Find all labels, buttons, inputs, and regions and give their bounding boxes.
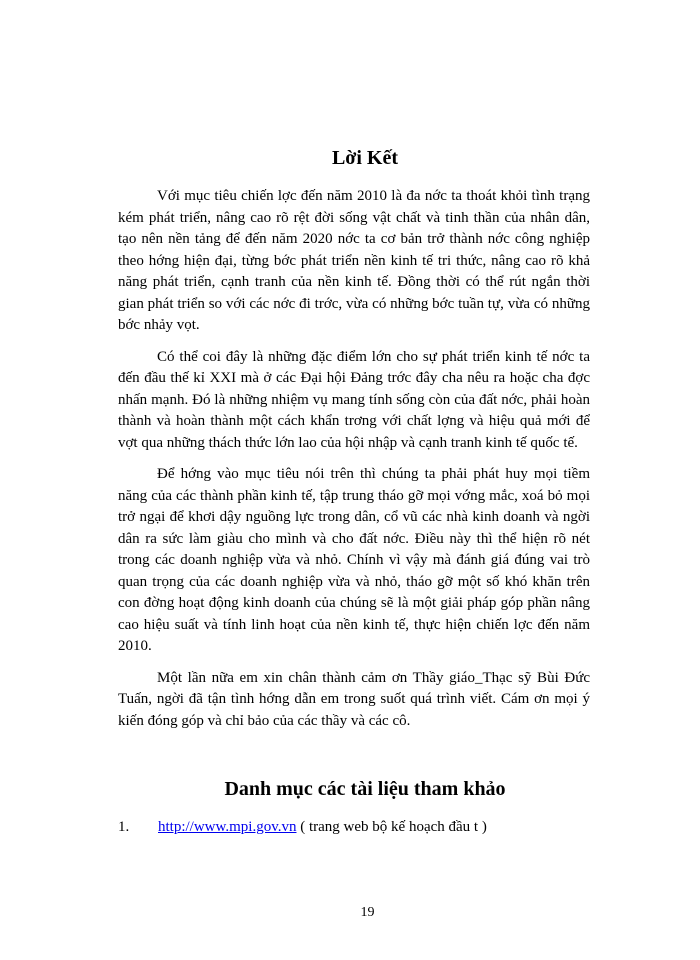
reference-item (118, 817, 487, 838)
paragraph-4: Một lần nữa em xin chân thành cảm ơn Thầy giáo_Thạc sỹ Bùi Đức Tuấn, ngời đã tận tình hớng dẫn em trong suốt quá trình viết. Cám ơn mọi ý kiến đóng góp và chỉ bảo của các thầy và các cô. (118, 669, 590, 729)
body-text (118, 186, 590, 742)
paragraph-1: Với mục tiêu chiến lợc đến năm 2010 là đa nớc ta thoát khỏi tình trạng kém phát triển, nâng cao rõ rệt đời sống vật chất và tinh thần của nhân dân, tạo nên nền tảng để đến năm 2020 nớc ta cơ bản trở thành nớc công nghiệp theo hớng hiện đại, từng bớc phát triển nền kinh tế tri thức, nâng cao rõ khả năng phát triển, cạnh tranh của nền kinh tế. Đồng thời có thể rút ngắn thời gian phát triển so với các nớc đi trớc, vừa có những bớc tuần tự, vừa có những bớc nhảy vọt. (118, 188, 590, 333)
page-title: Lời Kết (331, 147, 399, 169)
paragraph-3: Để hớng vào mục tiêu nói trên thì chúng ta phải phát huy mọi tiềm năng của các thành phần kinh tế, tập trung tháo gỡ mọi vớng mắc, xoá bỏ mọi trở ngại để khơi dậy nguồng lực trong dân, cổ vũ các nhà kinh doanh và ngời dân ra sức làm giàu cho mình và cho đất nớc. Điều này thì thể hiện rõ nét trong các doanh nghiệp vừa và nhỏ. Chính vì vậy mà đánh giá đúng vai trò quan trọng của các doanh nghiệp vừa và nhỏ, tháo gỡ một số khó khăn trên con đờng hoạt động kinh doanh của chúng sẽ là một giải pháp góp phần nâng cao hiệu suất và tính linh hoạt của nền kinh tế, thực hiện chiến lợc đến năm 2010. (118, 466, 590, 654)
references-title: Danh mục các tài liệu tham khảo (224, 778, 506, 800)
page-number: 19 (360, 905, 375, 920)
reference-number: 1. (118, 819, 130, 835)
reference-note: ( trang web bộ kế hoạch đầu t ) (296, 819, 487, 835)
paragraph-2: Có thể coi đây là những đặc điểm lớn cho sự phát triển kinh tế nớc ta đến đầu thế kỉ XXI mà ở các Đại hội Đảng trớc đây cha nêu ra hoặc cha đợc nhấn mạnh. Đó là những nhiệm vụ mang tính sống còn của đất nớc, phải hoàn thành và hoàn thành một cách khẩn trơng với chất lợng và hiệu quả mới để vợt qua những thách thức lớn lao của hội nhập và cạnh tranh kinh tế quốc tế. (118, 348, 590, 451)
reference-link[interactable]: http://www.mpi.gov.vn (158, 819, 297, 835)
